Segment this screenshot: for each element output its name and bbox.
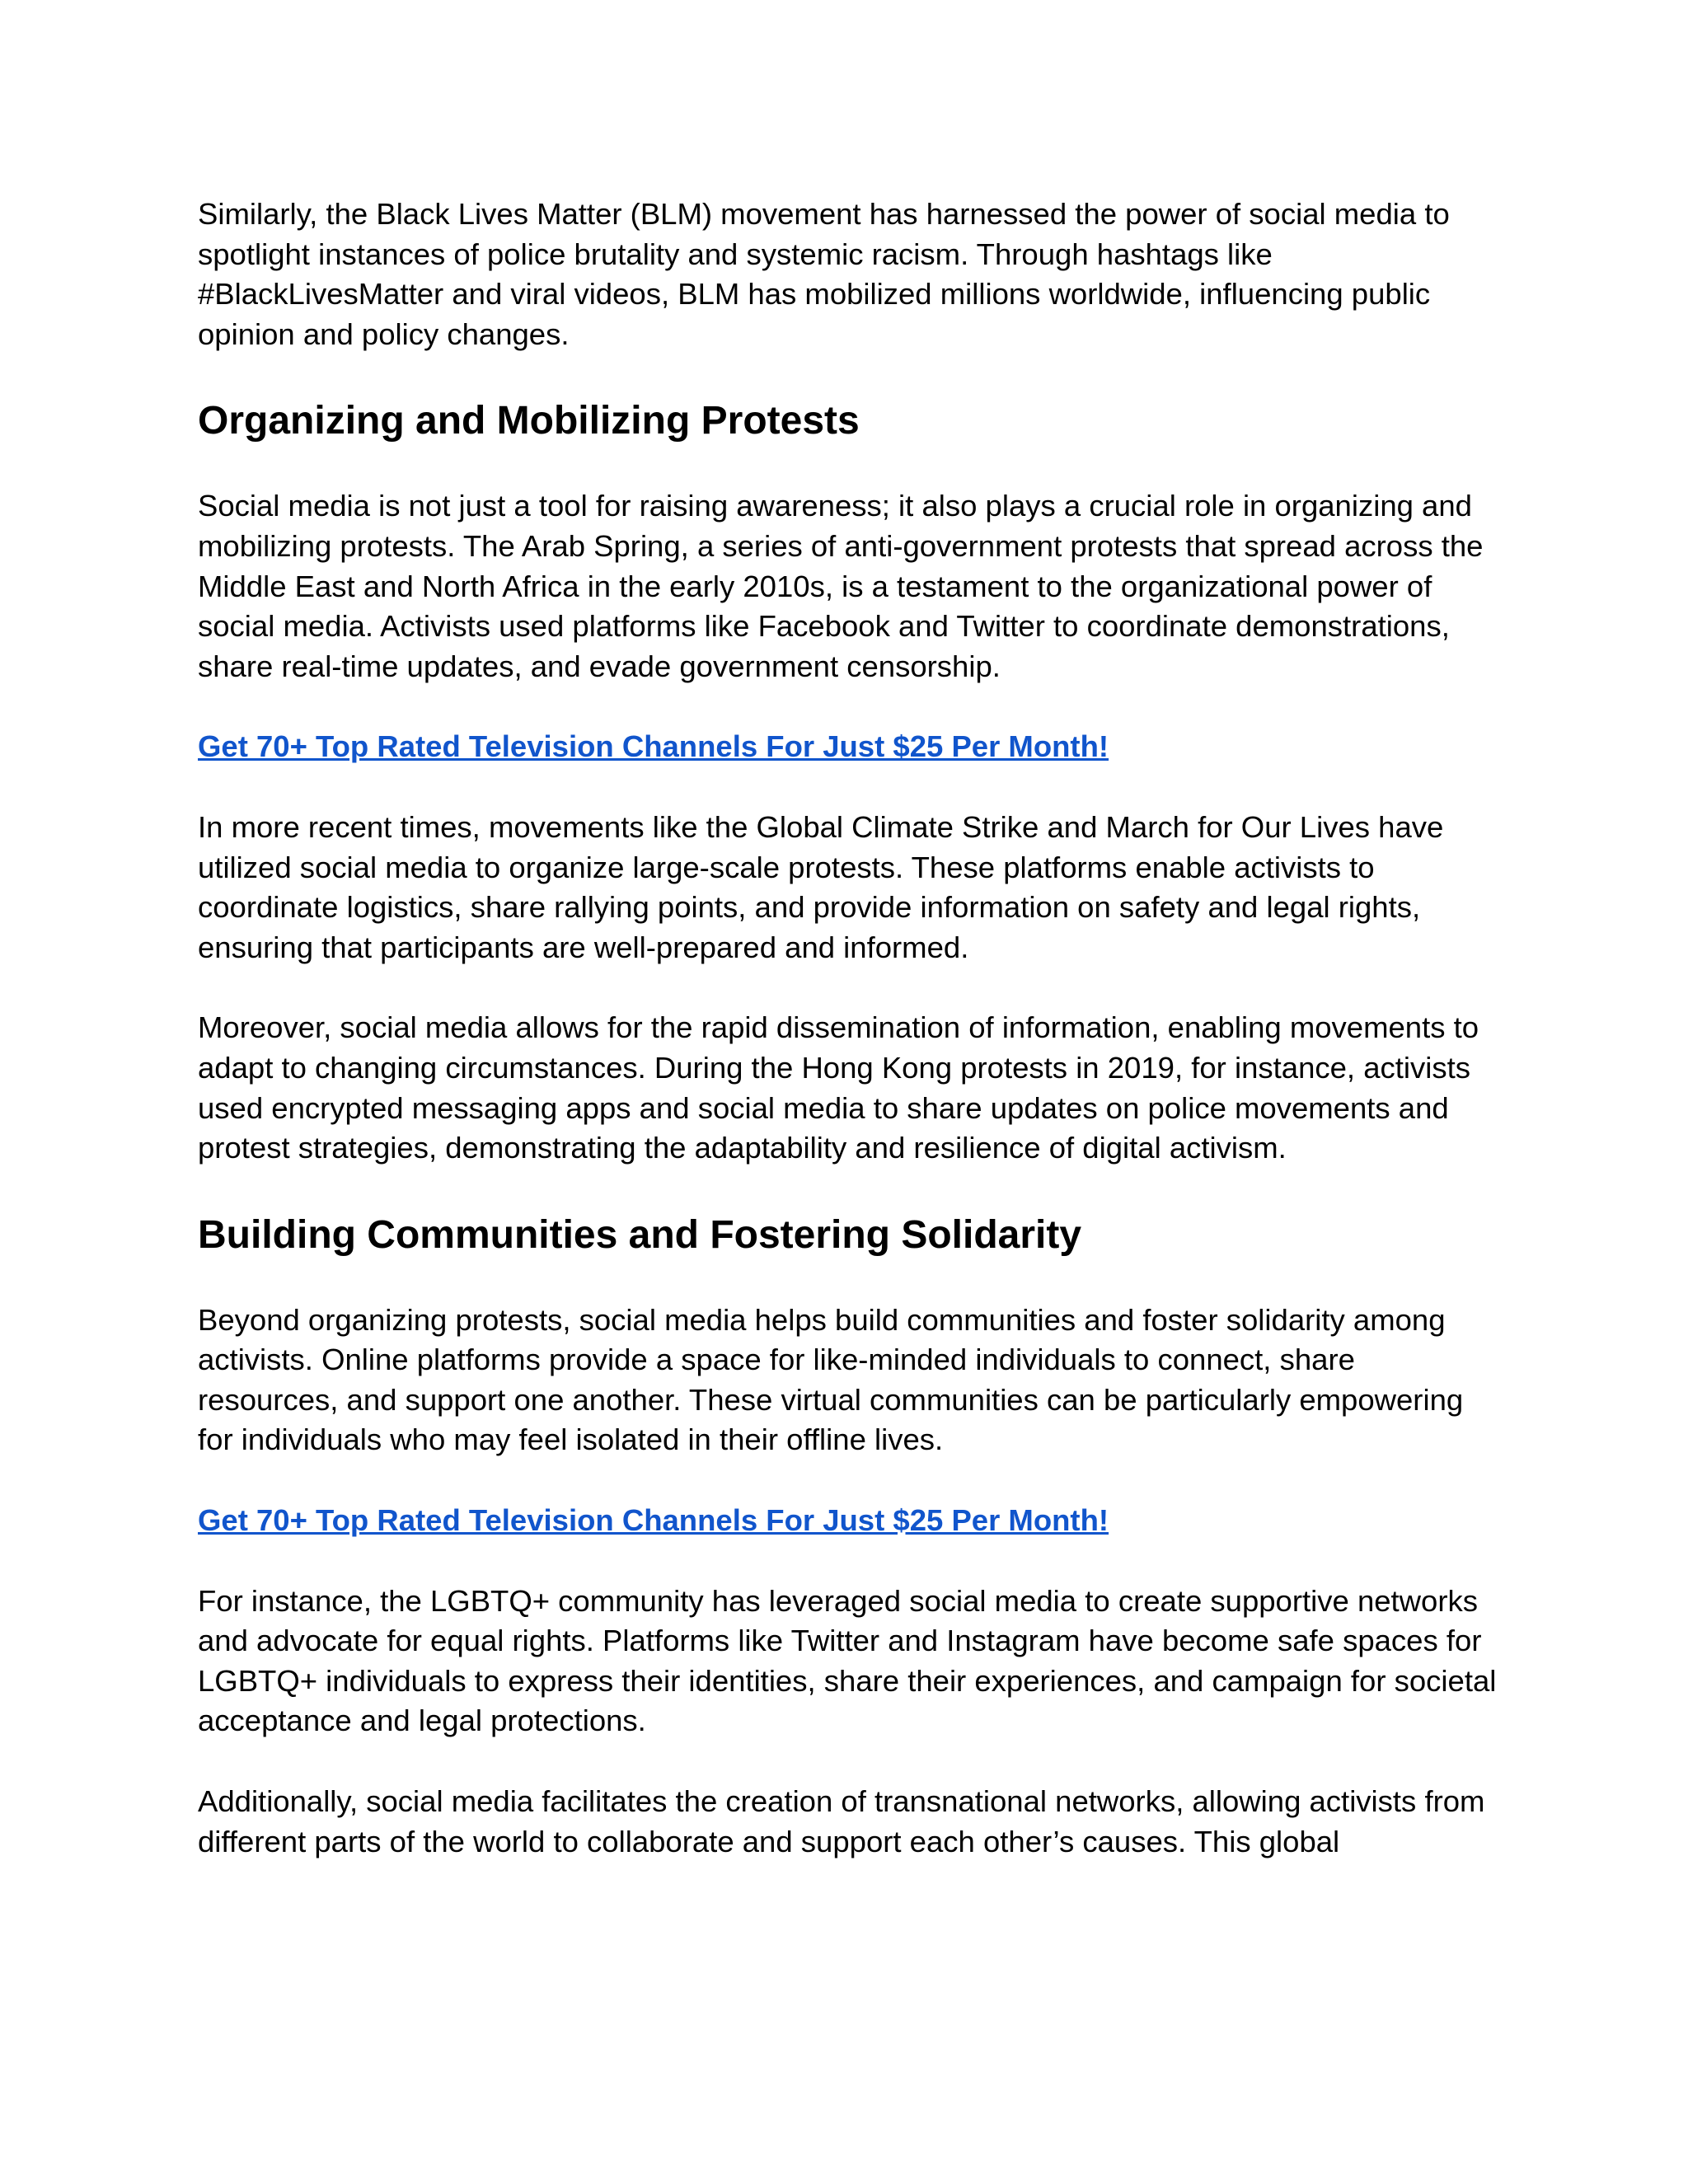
promo-link-tv-channels[interactable]: Get 70+ Top Rated Television Channels For Just $25 Per Month! [198, 1503, 1109, 1538]
paragraph-blm: Similarly, the Black Lives Matter (BLM) movement has harnessed the power of social media to spotlight instances of police brutality and systemic racism. Through hashtags like #BlackLivesMatter and viral videos, BLM has mobilized millions worldwide, influencing public opinion and policy changes. [198, 197, 1450, 351]
paragraph-transnational: Additionally, social media facilitates the creation of transnational networks, allowing activists from different parts of the world to collaborate and support each other’s causes. This global [198, 1784, 1485, 1858]
paragraph-communities: Beyond organizing protests, social media helps build communities and foster solidarity among activists. Online platforms provide a space for like-minded individuals to connect, share resources, and support one another. These virtual communities can be particularly empowering for individuals who may feel isolated in their offline lives. [198, 1302, 1464, 1457]
heading-building-communities: Building Communities and Fostering Solidarity [198, 1212, 1082, 1257]
paragraph-arab-spring: Social media is not just a tool for raising awareness; it also plays a crucial role in organizing and mobilizing protests. The Arab Spring, a series of anti-government protests that spread across the Middle East and North Africa in the early 2010s, is a testament to the organizational power of social media. Activists used platforms like Facebook and Twitter to coordinate demonstrations, share real-time updates, and evade government censorship. [198, 489, 1484, 683]
heading-organizing-protests: Organizing and Mobilizing Protests [198, 399, 860, 443]
promo-link-wrapper [198, 727, 1500, 767]
paragraph-lgbtq: For instance, the LGBTQ+ community has leveraged social media to create supportive networks and advocate for equal rights. Platforms like Twitter and Instagram have become safe spaces for LGBTQ+ individuals to express their identities, share their experiences, and campaign for societal acceptance and legal protections. [198, 1583, 1497, 1738]
document-page [198, 194, 1500, 1862]
paragraph-climate-strike: In more recent times, movements like the Global Climate Strike and March for Our Lives have utilized social media to organize large-scale protests. These platforms enable activists to coordinate logistics, share rallying points, and provide information on safety and legal rights, ensuring that participants are well-prepared and informed. [198, 809, 1444, 964]
promo-link-tv-channels[interactable]: Get 70+ Top Rated Television Channels For Just $25 Per Month! [198, 729, 1109, 764]
paragraph-hong-kong: Moreover, social media allows for the rapid dissemination of information, enabling movements to adapt to changing circumstances. During the Hong Kong protests in 2019, for instance, activists used encrypted messaging apps and social media to share updates on police movements and protest strategies, demonstrating the adaptability and resilience of digital activism. [198, 1010, 1479, 1165]
promo-link-wrapper [198, 1501, 1500, 1541]
